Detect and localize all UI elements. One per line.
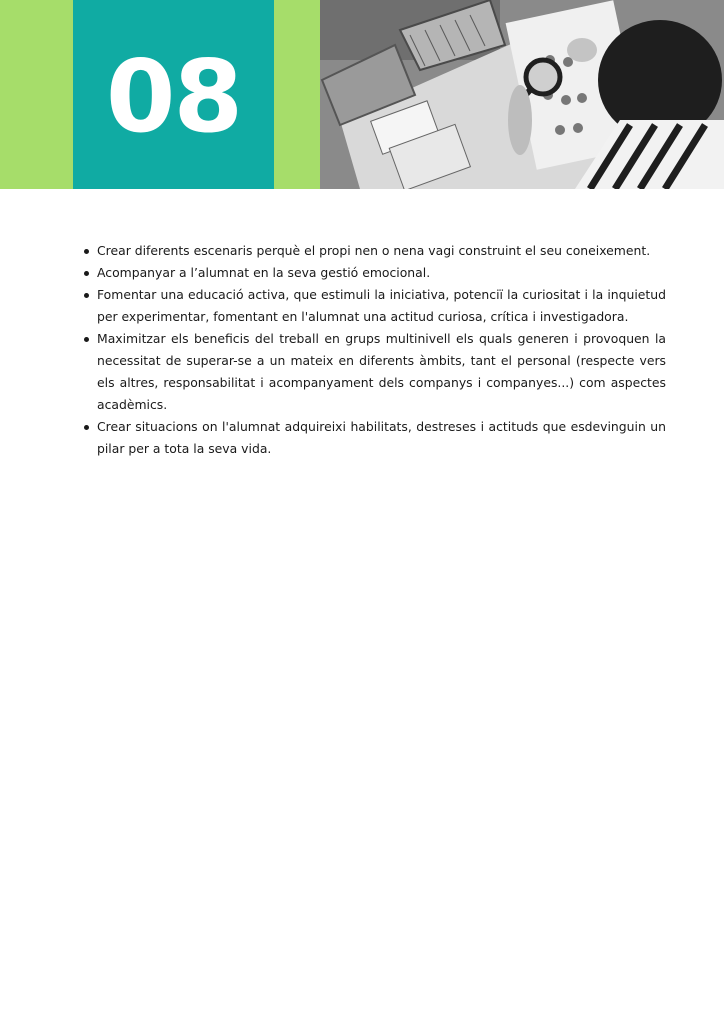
list-item [82, 240, 666, 262]
photo-child-magnifier-icon [320, 0, 724, 189]
bullet-icon [84, 271, 89, 276]
list-item [82, 328, 666, 416]
bullet-icon [84, 425, 89, 430]
section-number-block [73, 0, 274, 189]
main-content [82, 240, 666, 460]
bullet-icon [84, 293, 89, 298]
list-item-text: Crear diferents escenaris perquè el propi nen o nena vagi construint el seu coneixement. [97, 243, 651, 258]
bullet-icon [84, 337, 89, 342]
list-item-text: Acompanyar a l’alumnat en la seva gestió emocional. [97, 265, 431, 280]
page-header [0, 0, 724, 189]
list-item [82, 262, 666, 284]
green-accent-bar-left [0, 0, 73, 189]
bullet-icon [84, 249, 89, 254]
section-number: 08 [105, 37, 242, 155]
objectives-list [82, 240, 666, 460]
list-item [82, 284, 666, 328]
list-item-text: Fomentar una educació activa, que estimuli la iniciativa, potenciï la curiositat i la inquietud per experimentar, fomentant en l'alumnat una actitud curiosa, crítica i investigadora. [97, 287, 666, 324]
green-accent-bar-right [274, 0, 320, 189]
list-item-text: Maximitzar els beneficis del treball en grups multinivell els quals generen i provoquen la necessitat de superar-se a un mateix en diferents àmbits, tant el personal (respecte vers els altres, responsabilitat i acompanyament dels companys i companyes...) com aspectes acadèmics. [97, 331, 666, 412]
list-item-text: Crear situacions on l'alumnat adquireixi habilitats, destreses i actituds que esdevinguin un pilar per a tota la seva vida. [97, 419, 666, 456]
header-photo [320, 0, 724, 189]
list-item [82, 416, 666, 460]
